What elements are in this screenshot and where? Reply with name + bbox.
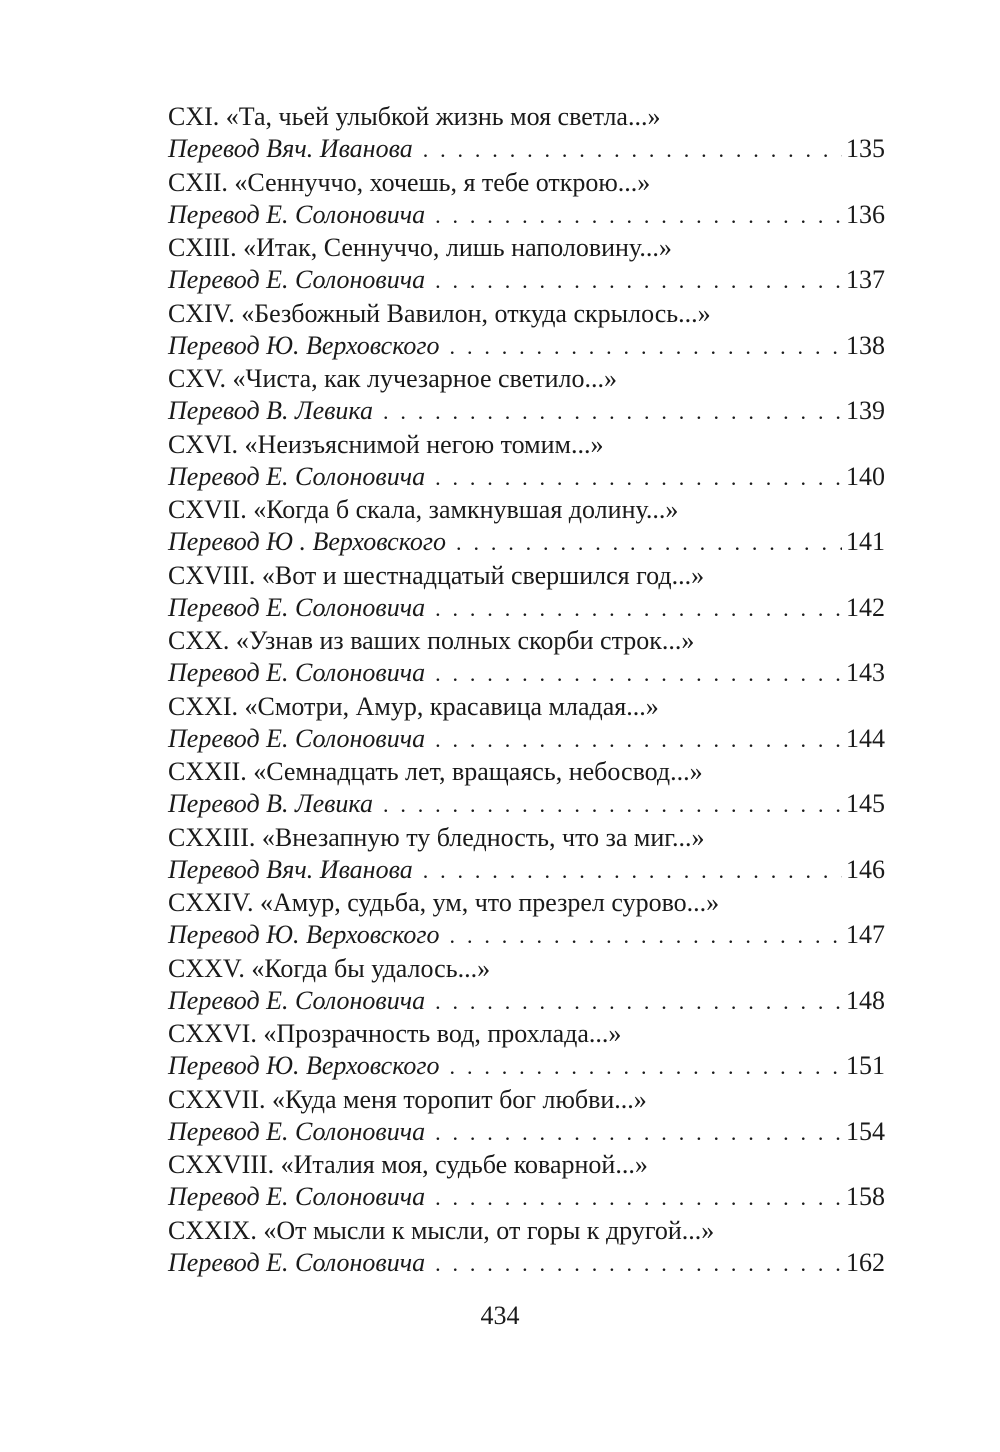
toc-entry	[168, 494, 885, 560]
page-number: 137	[846, 265, 885, 294]
toc-entry	[168, 101, 885, 167]
translator-line	[168, 330, 885, 362]
dot-leader	[450, 920, 842, 952]
translator-credit: Перевод Е. Солоновича	[168, 265, 426, 294]
translator-line	[168, 854, 885, 886]
entry-title: CXXIX. «От мысли к мысли, от горы к другой...»	[168, 1215, 715, 1245]
dot-leader	[435, 1182, 842, 1214]
entry-title: CXXVI. «Прозрачность вод, прохлада...»	[168, 1019, 622, 1048]
toc-entry	[168, 167, 885, 233]
dot-leader	[435, 462, 842, 494]
translator-line	[168, 788, 885, 820]
dot-leader	[435, 200, 842, 232]
page-number: 151	[846, 1051, 885, 1080]
page-number: 147	[846, 920, 885, 949]
toc-entry	[168, 1149, 885, 1215]
dot-leader	[383, 396, 842, 428]
toc-entry	[168, 1084, 885, 1150]
translator-credit: Перевод Е. Солоновича	[168, 592, 426, 622]
entry-title: CXXIV. «Амур, судьба, ум, что презрел сурово...»	[168, 888, 720, 917]
dot-leader	[450, 1051, 842, 1083]
toc-entry	[168, 1215, 885, 1281]
translator-line	[168, 723, 885, 755]
entry-title: CXXIII. «Внезапную ту бледность, что за миг...»	[168, 822, 705, 852]
entry-title: CXII. «Сеннуччо, хочешь, я тебе открою...»	[168, 167, 651, 197]
translator-line	[168, 919, 885, 951]
toc-entry	[168, 887, 885, 953]
page-number: 139	[846, 396, 885, 425]
toc-entry	[168, 298, 885, 364]
dot-leader	[435, 1248, 842, 1280]
dot-leader	[435, 986, 842, 1018]
translator-credit: Перевод Е. Солоновича	[168, 461, 426, 491]
dot-leader	[435, 1117, 842, 1149]
table-of-contents	[168, 101, 885, 1280]
dot-leader	[435, 658, 842, 690]
translator-credit: Перевод Е. Солоновича	[168, 1182, 426, 1211]
translator-line	[168, 264, 885, 296]
translator-line	[168, 1116, 885, 1148]
toc-entry	[168, 429, 885, 495]
translator-line	[168, 461, 885, 493]
entry-title: CXV. «Чиста, как лучезарное светило...»	[168, 364, 617, 393]
translator-line	[168, 592, 885, 624]
translator-credit: Перевод Е. Солоновича	[168, 1116, 426, 1146]
translator-credit: Перевод В. Левика	[168, 789, 373, 818]
entry-title: CXXVII. «Куда меня торопит бог любви...»	[168, 1084, 647, 1114]
translator-credit: Перевод Ю. Верховского	[168, 1051, 440, 1080]
page-number: 162	[846, 1247, 885, 1277]
page-number: 143	[846, 658, 885, 687]
translator-credit: Перевод Е. Солоновича	[168, 658, 426, 687]
translator-line	[168, 133, 885, 165]
page-number: 136	[846, 199, 885, 229]
page-number: 140	[846, 461, 885, 491]
translator-line	[168, 1050, 885, 1082]
dot-leader	[423, 855, 842, 887]
toc-entry	[168, 691, 885, 757]
dot-leader	[450, 331, 842, 363]
translator-credit: Перевод Е. Солоновича	[168, 1247, 426, 1277]
translator-credit: Перевод Е. Солоновича	[168, 199, 426, 229]
translator-line	[168, 526, 885, 558]
translator-credit: Перевод Вяч. Иванова	[168, 134, 413, 163]
page-number: 135	[846, 134, 885, 163]
translator-credit: Перевод Е. Солоновича	[168, 723, 426, 753]
translator-line	[168, 395, 885, 427]
page-number: 145	[846, 789, 885, 818]
entry-title: CXXV. «Когда бы удалось...»	[168, 953, 491, 983]
entry-title: CXXVIII. «Италия моя, судьбе коварной...»	[168, 1150, 648, 1179]
translator-credit: Перевод В. Левика	[168, 396, 373, 425]
entry-title: CXVIII. «Вот и шестнадцатый свершился год...»	[168, 560, 705, 590]
toc-entry	[168, 232, 885, 298]
page-number: 144	[846, 723, 885, 753]
translator-credit: Перевод Ю. Верховского	[168, 330, 440, 360]
page-number: 138	[846, 330, 885, 360]
page-number: 148	[846, 985, 885, 1015]
translator-line	[168, 657, 885, 689]
translator-line	[168, 1247, 885, 1279]
dot-leader	[435, 265, 842, 297]
toc-entry	[168, 1018, 885, 1084]
page-number: 146	[846, 854, 885, 884]
entry-title: CXIII. «Итак, Сеннуччо, лишь наполовину...»	[168, 233, 672, 262]
translator-line	[168, 985, 885, 1017]
translator-line	[168, 199, 885, 231]
dot-leader	[435, 593, 842, 625]
dot-leader	[383, 789, 842, 821]
dot-leader	[435, 724, 842, 756]
translator-credit: Перевод Е. Солоновича	[168, 985, 426, 1015]
translator-credit: Перевод Ю . Верховского	[168, 527, 447, 556]
toc-entry	[168, 756, 885, 822]
page-number: 142	[846, 592, 885, 622]
entry-title: CXXII. «Семнадцать лет, вращаясь, небосвод...»	[168, 757, 703, 786]
translator-credit: Перевод Вяч. Иванова	[168, 854, 413, 884]
toc-entry	[168, 625, 885, 691]
entry-title: CXX. «Узнав из ваших полных скорби строк...»	[168, 626, 695, 655]
toc-entry	[168, 363, 885, 429]
toc-entry	[168, 822, 885, 888]
entry-title: CXVI. «Неизъяснимой негою томим...»	[168, 429, 604, 459]
toc-entry	[168, 953, 885, 1019]
translator-line	[168, 1181, 885, 1213]
page-number: 158	[846, 1182, 885, 1211]
dot-leader	[456, 527, 842, 559]
page-number: 141	[846, 527, 885, 556]
dot-leader	[423, 134, 842, 166]
entry-title: CXVII. «Когда б скала, замкнувшая долину...»	[168, 495, 679, 524]
entry-title: CXI. «Та, чьей улыбкой жизнь моя светла...»	[168, 102, 661, 131]
translator-credit: Перевод Ю. Верховского	[168, 920, 440, 949]
page-folio-number: 434	[480, 1301, 520, 1330]
entry-title: CXXI. «Смотри, Амур, красавица младая...»	[168, 691, 659, 721]
page-number: 154	[846, 1116, 885, 1146]
toc-entry	[168, 560, 885, 626]
entry-title: CXIV. «Безбожный Вавилон, откуда скрылось...»	[168, 298, 711, 328]
